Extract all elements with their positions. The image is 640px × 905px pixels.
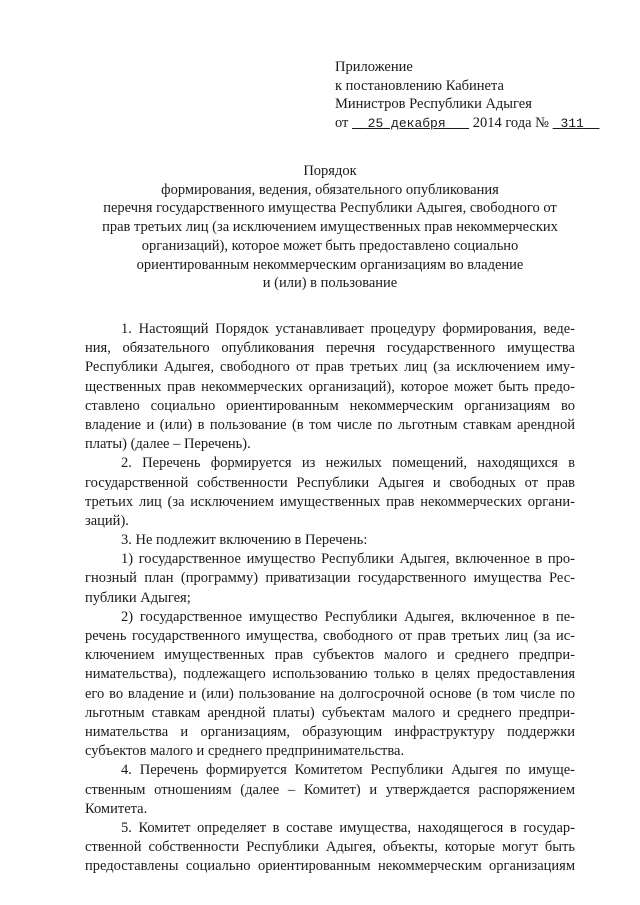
body-line: 2. Перечень формируется из нежилых помещений, находящихся в bbox=[121, 455, 575, 472]
document-title bbox=[80, 162, 580, 293]
appendix-date-line bbox=[335, 114, 625, 134]
body-line: 2) государственное имущество Республики Адыгея, включенное в пе- bbox=[121, 608, 575, 625]
title-line: Порядок bbox=[303, 163, 357, 179]
date-prefix: от bbox=[335, 114, 349, 131]
body-line: платы) (далее – Перечень). bbox=[85, 436, 251, 453]
body-line: нимательства и организациям, образующим инфраструктуру поддержки bbox=[85, 723, 575, 740]
body-line: 4. Перечень формируется Комитетом Республики Адыгея по имуще- bbox=[121, 762, 575, 779]
appendix-line: Министров Республики Адыгея bbox=[335, 96, 532, 112]
title-line: прав третьих лиц (за исключением имущественных прав некоммерческих bbox=[102, 219, 558, 236]
document-body bbox=[85, 320, 575, 876]
body-line: третьих лиц (за исключением имущественных прав некоммерческих органи- bbox=[85, 493, 575, 510]
body-line: его во владение и (или) пользование на долгосрочной основе (в том числе по bbox=[85, 685, 575, 702]
body-line: ключением имущественных прав субъектов малого и среднего предпри- bbox=[85, 647, 575, 664]
date-day: 25 декабря bbox=[367, 115, 446, 131]
body-line: публики Адыгея; bbox=[85, 589, 191, 606]
body-line: речень государственного имущества, свободного от прав третьих лиц (за ис- bbox=[85, 628, 575, 644]
decree-number: 311 bbox=[560, 115, 584, 131]
title-line: организаций), которое может быть предоставлено социально bbox=[141, 237, 519, 254]
body-line: ственной собственности Республики Адыгея, объекты, которые могут быть bbox=[85, 839, 575, 856]
body-line: щественных прав некоммерческих организаций), которое может быть предо- bbox=[85, 378, 575, 395]
body-line: Республики Адыгея, свободного от прав третьих лиц (за исключением иму- bbox=[85, 359, 575, 376]
title-line: ориентированным некоммерческим организациям во владение bbox=[136, 256, 524, 273]
body-line: ственным отношениям (далее – Комитет) и утверждается распоряжением bbox=[85, 781, 575, 798]
title-line: перечня государственного имущества Республики Адыгея, свободного от bbox=[103, 200, 557, 217]
appendix-line: Приложение bbox=[335, 59, 413, 75]
body-line: заций). bbox=[85, 512, 129, 529]
body-line: 5. Комитет определяет в составе имущества, находящегося в государ- bbox=[121, 819, 575, 836]
body-line: государственной собственности Республики Адыгея и свободных от прав bbox=[85, 474, 575, 491]
body-line: субъектов малого и среднего предпринимательства. bbox=[85, 743, 405, 760]
body-line: льготным ставкам арендной платы) субъектам малого и среднего предпри- bbox=[85, 704, 575, 721]
body-line: 3. Не подлежит включению в Перечень: bbox=[121, 532, 368, 549]
body-line: предоставлены социально ориентированным некоммерческим организациям bbox=[85, 858, 575, 875]
body-line: Комитета. bbox=[85, 800, 148, 817]
body-line: ставлено социально ориентированным некоммерческим организациям во bbox=[85, 397, 575, 414]
title-line: формирования, ведения, обязательного опубликования bbox=[161, 181, 499, 198]
body-line: владение и (или) в пользование (в том числе по льготным ставкам арендной bbox=[85, 416, 575, 433]
date-suffix: 2014 года № bbox=[472, 114, 550, 131]
title-line: и (или) в пользование bbox=[262, 275, 398, 292]
body-line: 1) государственное имущество Республики Адыгея, включенное в про- bbox=[121, 551, 575, 568]
body-line: ния, обязательного опубликования перечня государственного имущества bbox=[85, 340, 575, 357]
body-line: 1. Настоящий Порядок устанавливает процедуру формирования, веде- bbox=[121, 321, 575, 337]
body-line: гнозный план (программу) приватизации государственного имущества Рес- bbox=[85, 570, 575, 587]
body-line: нимательства), подлежащего использованию только в целях предоставления bbox=[85, 666, 575, 683]
appendix-line: к постановлению Кабинета bbox=[335, 77, 504, 94]
appendix-header bbox=[335, 58, 625, 133]
